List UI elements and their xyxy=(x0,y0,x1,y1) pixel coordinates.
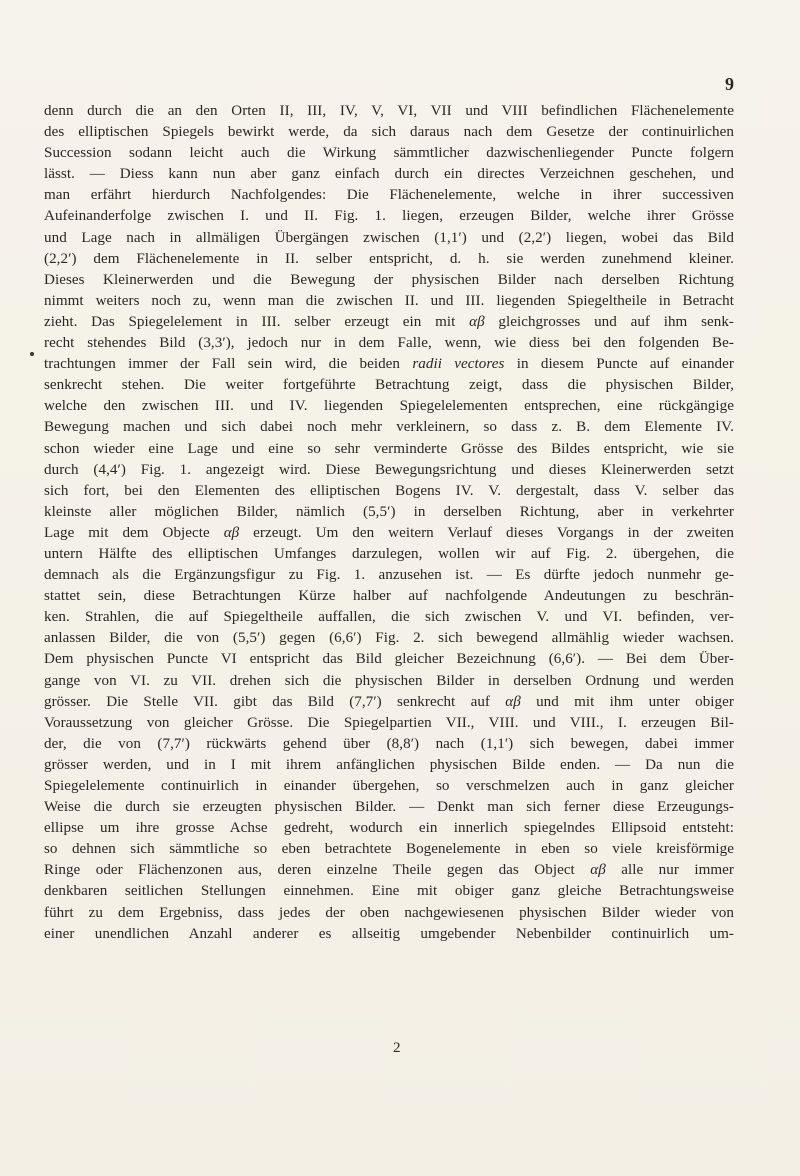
text-line: Dieses Kleinerwerden und die Bewegung der physischen Bilder nach derselben Richtung xyxy=(44,271,734,288)
text-line: lässt. — Diess kann nun aber ganz einfach durch ein directes Verzeichnen geschehen, und xyxy=(44,166,734,183)
text-line: zieht. Das Spiegelelement in III. selber erzeugt ein mit αβ gleichgrosses und auf ihm senk- xyxy=(44,313,735,330)
margin-mark xyxy=(30,352,34,356)
text-line: schon wieder eine Lage und eine so sehr verminderte Grösse des Bildes entspricht, wie sie xyxy=(44,440,734,457)
text-line: recht stehendes Bild (3,3′), jedoch nur in dem Falle, wenn, wie diess bei den folgenden Be- xyxy=(44,335,734,352)
text-line: einer unendlichen Anzahl anderer es allseitig umgebender Nebenbilder continuirlich um- xyxy=(44,925,734,942)
text-line: sich fort, bei den Elementen des elliptischen Bogens IV. V. dergestalt, dass V. selber das xyxy=(44,482,734,499)
text-line: nimmt weiters noch zu, wenn man die zwischen II. und III. liegenden Spiegeltheile in Betracht xyxy=(44,292,734,309)
text-line: Weise die durch sie erzeugten physischen Bilder. — Denkt man sich ferner diese Erzeugungs- xyxy=(44,799,734,816)
text-line: des elliptischen Spiegels bewirkt werde, da sich daraus nach dem Gesetze der continuirlichen xyxy=(44,124,734,141)
text-line: senkrecht stehen. Die weiter fortgeführte Betrachtung zeigt, dass die physischen Bilder, xyxy=(44,377,734,394)
text-line: denn durch die an den Orten II, III, IV, V, VI, VII und VIII befindlichen Flächenelemente xyxy=(44,103,734,119)
text-line: so dehnen sich sämmtliche so eben betrachtete Bogenelemente in eben so viele kreisförmige xyxy=(44,841,734,858)
text-line: Bewegung machen und sich dabei noch mehr verkleinern, so dass z. B. dem Elemente IV. xyxy=(44,419,734,436)
text-line: ellipse um ihre grosse Achse gedreht, wodurch ein innerlich spiegelndes Ellipsoid entsteht: xyxy=(44,820,734,837)
text-line: Voraussetzung von gleicher Grösse. Die Spiegelpartien VII., VIII. und VIII., I. erzeugen Bil- xyxy=(44,714,734,731)
text-line: gange von VI. zu VII. drehen sich die physischen Bilder in derselben Ordnung und werden xyxy=(44,672,734,689)
page-number: 9 xyxy=(725,74,734,94)
text-line: demnach als die Ergänzungsfigur zu Fig. 1. anzusehen ist. — Es dürfte jedoch nunmehr ge- xyxy=(44,567,734,584)
text-line: man erfährt hierdurch Nachfolgendes: Die Flächenelemente, welche in ihrer successiven xyxy=(44,187,734,204)
text-line: trachtungen immer der Fall sein wird, die beiden radii vectores in diesem Puncte auf einander xyxy=(44,356,734,373)
text-line: Dem physischen Puncte VI entspricht das Bild gleicher Bezeichnung (6,6′). — Bei dem Über- xyxy=(44,651,734,668)
text-line: Lage mit dem Objecte αβ erzeugt. Um den weitern Verlauf dieses Vorgangs in der zweiten xyxy=(44,524,734,541)
text-line: Ringe oder Flächenzonen aus, deren einzelne Theile gegen das Object αβ alle nur immer xyxy=(44,862,734,879)
text-line: Spiegelelemente continuirlich in einander übergehen, so verschmelzen auch in ganz gleicher xyxy=(44,778,734,794)
text-line: grösser werden, und in I mit ihrem anfänglichen physischen Bilde enden. — Da nun die xyxy=(44,756,734,773)
text-line: Aufeinanderfolge zwischen I. und II. Fig. 1. liegen, erzeugen Bilder, welche ihrer Grösse xyxy=(44,208,734,225)
text-line: anlassen Bilder, die von (5,5′) gegen (6,6′) Fig. 2. sich bewegend allmählig wieder wachsen. xyxy=(44,630,734,647)
text-line: denkbaren seitlichen Stellungen einnehmen. Eine mit obiger ganz gleiche Betrachtungsweise xyxy=(44,883,734,900)
text-line: stattet sein, diese Betrachtungen Kürze halber auf nachfolgende Andeutungen zu beschrän- xyxy=(44,588,734,605)
signature-mark: 2 xyxy=(393,1040,401,1056)
body-text xyxy=(44,101,734,945)
text-line: führt zu dem Ergebniss, dass jedes der oben nachgewiesenen physischen Bilder wieder von xyxy=(44,904,734,921)
text-line: ken. Strahlen, die auf Spiegeltheile auffallen, die sich zwischen V. und VI. befinden, ver- xyxy=(44,609,734,626)
text-line: der, die von (7,7′) rückwärts gehend über (8,8′) nach (1,1′) sich bewegen, dabei immer xyxy=(44,735,734,752)
text-line: kleinste aller möglichen Bilder, nämlich (5,5′) in derselben Richtung, aber in verkehrter xyxy=(44,503,734,520)
text-line: und Lage nach in allmäligen Übergängen zwischen (1,1′) und (2,2′) liegen, wobei das Bild xyxy=(44,229,734,246)
text-line: grösser. Die Stelle VII. gibt das Bild (7,7′) senkrecht auf αβ und mit ihm unter obiger xyxy=(44,693,734,710)
text-line: Succession sodann leicht auch die Wirkung sämmtlicher dazwischenliegender Puncte folgern xyxy=(44,145,734,162)
text-line: untern Hälfte des elliptischen Umfanges darzulegen, wollen wir auf Fig. 2. übergehen, die xyxy=(44,545,734,562)
text-line: (2,2′) dem Flächenelemente in II. selber entspricht, d. h. sie werden zunehmend kleiner. xyxy=(44,250,734,267)
text-line: welche den zwischen III. und IV. liegenden Spiegelelementen entsprechen, eine rückgängige xyxy=(44,398,734,415)
text-line: durch (4,4′) Fig. 1. angezeigt wird. Diese Bewegungsrichtung und dieses Kleinerwerden setzt xyxy=(44,461,734,478)
